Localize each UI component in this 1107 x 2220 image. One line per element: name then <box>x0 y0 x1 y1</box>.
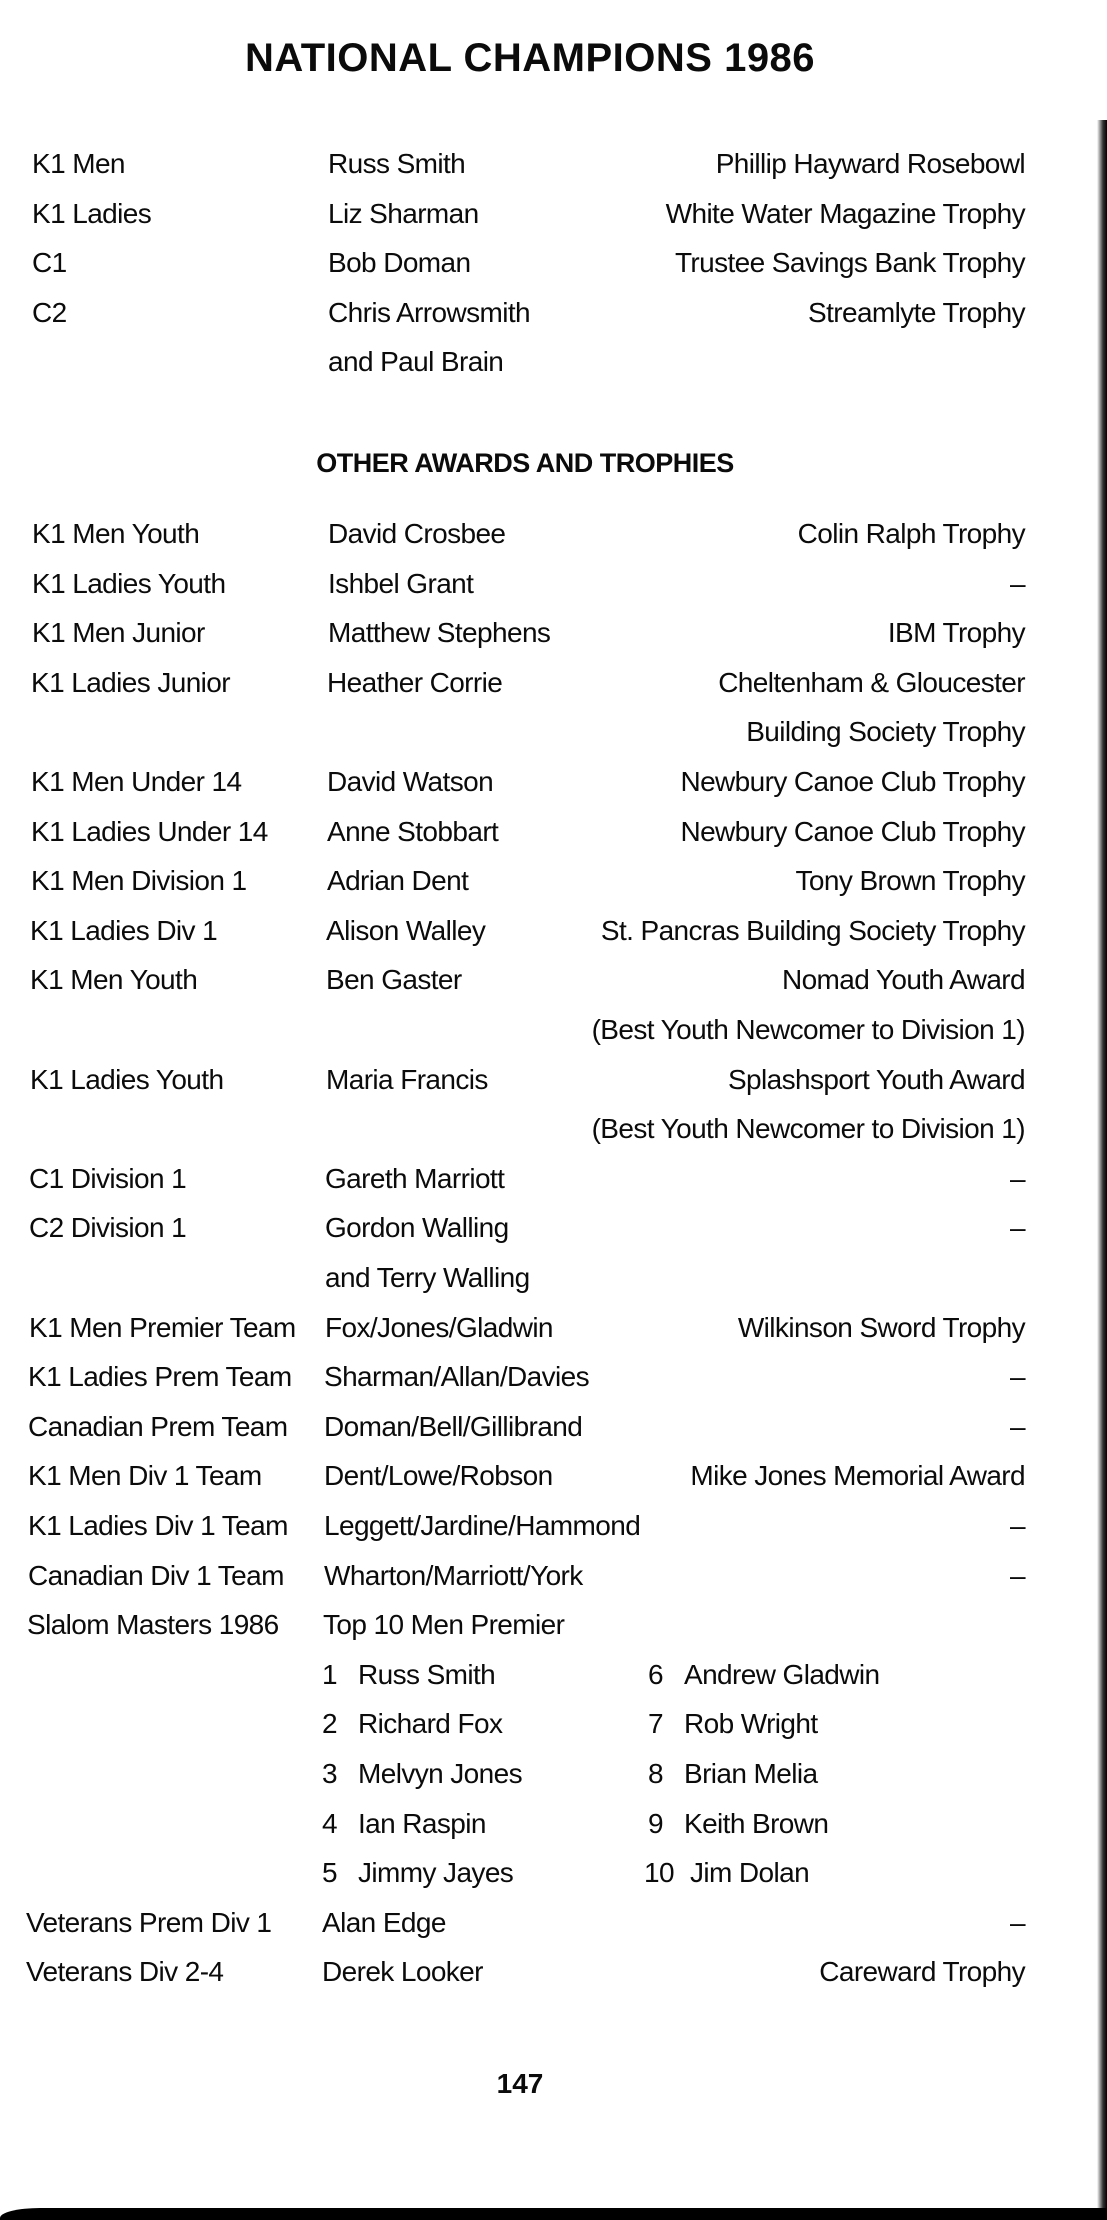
category-cell: K1 Ladies Youth <box>30 1063 224 1095</box>
champion-row <box>0 247 1107 291</box>
category-cell: K1 Men Youth <box>30 964 198 996</box>
rank-name: Ian Raspin <box>358 1807 486 1839</box>
winner-cell: Heather Corrie <box>327 666 503 698</box>
category-cell: Slalom Masters 1986 <box>27 1609 279 1641</box>
award-row <box>0 865 1107 909</box>
rank-name: Melvyn Jones <box>358 1758 522 1789</box>
winner-cell: Maria Francis <box>326 1063 488 1095</box>
top10-entry <box>322 1808 642 1852</box>
winner-cell: Alan Edge <box>322 1906 446 1938</box>
champion-row <box>0 148 1107 192</box>
rank-number: 2 <box>322 1708 337 1740</box>
top10-entry <box>322 1857 642 1901</box>
top10-entry <box>648 1808 968 1852</box>
rank-name: Russ Smith <box>358 1658 496 1690</box>
winner-cell: Gordon Walling <box>325 1212 509 1244</box>
category-cell: C2 <box>32 296 67 328</box>
trophy-cell: Tony Brown Trophy <box>795 865 1025 897</box>
award-row <box>0 1312 1107 1356</box>
award-row <box>0 518 1107 562</box>
category-cell: C2 Division 1 <box>29 1212 187 1244</box>
category-cell: K1 Men Division 1 <box>31 865 247 897</box>
winner-cell: Bob Doman <box>328 247 471 279</box>
rank-name: Richard Fox <box>358 1708 503 1740</box>
award-row <box>0 816 1107 860</box>
winner-cell: Matthew Stephens <box>328 617 551 649</box>
trophy-cell: – <box>1010 1906 1025 1938</box>
award-row <box>0 667 1107 711</box>
award-row <box>0 1014 1107 1058</box>
trophy-cell: – <box>1010 1162 1025 1194</box>
award-row <box>0 1262 1107 1306</box>
rank-name: Keith Brown <box>684 1807 829 1839</box>
award-row <box>0 1411 1107 1455</box>
category-cell: K1 Ladies Div 1 <box>30 914 218 946</box>
winner-cell: Ben Gaster <box>326 964 462 996</box>
top10-entry <box>322 1708 642 1752</box>
category-cell: C1 Division 1 <box>29 1162 187 1194</box>
page-title: NATIONAL CHAMPIONS 1986 <box>244 36 816 80</box>
category-cell: Canadian Div 1 Team <box>28 1559 284 1591</box>
category-cell: C1 <box>32 247 67 279</box>
award-row <box>0 1361 1107 1405</box>
award-row <box>0 1510 1107 1554</box>
trophy-cell: Phillip Hayward Rosebowl <box>715 148 1025 179</box>
trophy-cell: (Best Youth Newcomer to Division 1) <box>591 1014 1025 1045</box>
winner-cell: and Paul Brain <box>328 346 504 378</box>
champion-row <box>0 346 1107 390</box>
winner-cell: Top 10 Men Premier <box>323 1609 565 1641</box>
rank-number: 7 <box>648 1708 663 1740</box>
trophy-cell: Streamlyte Trophy <box>808 296 1025 328</box>
category-cell: K1 Ladies Under 14 <box>31 815 268 847</box>
trophy-cell: Trustee Savings Bank Trophy <box>674 247 1025 279</box>
winner-cell: Fox/Jones/Gladwin <box>325 1311 553 1343</box>
award-row <box>0 1560 1107 1604</box>
rank-name: Brian Melia <box>684 1758 818 1789</box>
award-row <box>0 1212 1107 1256</box>
award-row <box>0 1064 1107 1108</box>
winner-cell: Chris Arrowsmith <box>328 296 530 328</box>
rank-name: Rob Wright <box>684 1708 818 1740</box>
trophy-cell: Wilkinson Sword Trophy <box>737 1311 1025 1343</box>
award-row <box>0 1609 1107 1653</box>
trophy-cell: Cheltenham & Gloucester <box>718 666 1025 698</box>
award-row <box>0 716 1107 760</box>
category-cell: K1 Ladies Div 1 Team <box>28 1510 288 1541</box>
category-cell: K1 Men Premier Team <box>29 1311 296 1343</box>
top10-entry <box>648 1659 968 1703</box>
champion-row <box>0 198 1107 242</box>
other-awards-heading: OTHER AWARDS AND TROPHIES <box>316 448 734 478</box>
category-cell: K1 Men Div 1 Team <box>28 1460 262 1492</box>
trophy-cell: Careward Trophy <box>819 1956 1025 1988</box>
page-edge-shadow <box>1097 120 1107 2220</box>
winner-cell: and Terry Walling <box>325 1262 530 1293</box>
rank-number: 8 <box>648 1758 663 1789</box>
category-cell: Veterans Div 2-4 <box>26 1956 224 1988</box>
trophy-cell: White Water Magazine Trophy <box>665 197 1025 229</box>
rank-number: 4 <box>322 1807 337 1839</box>
trophy-cell: Newbury Canoe Club Trophy <box>680 815 1025 847</box>
category-cell: K1 Men Youth <box>32 518 200 549</box>
rank-name: Andrew Gladwin <box>684 1658 880 1690</box>
award-row <box>0 915 1107 959</box>
winner-cell: Leggett/Jardine/Hammond <box>324 1510 641 1541</box>
trophy-cell: Splashsport Youth Award <box>727 1063 1025 1095</box>
category-cell: K1 Men <box>32 148 125 179</box>
trophy-cell: (Best Youth Newcomer to Division 1) <box>591 1113 1025 1145</box>
trophy-cell: Building Society Trophy <box>746 716 1025 748</box>
trophy-cell: Newbury Canoe Club Trophy <box>680 766 1025 797</box>
top10-entry <box>644 1857 968 1901</box>
winner-cell: Alison Walley <box>326 914 486 946</box>
category-cell: K1 Men Under 14 <box>31 766 242 797</box>
top10-entry <box>648 1708 968 1752</box>
category-cell: K1 Ladies Prem Team <box>28 1361 292 1393</box>
top10-entry <box>648 1758 968 1802</box>
award-row <box>0 617 1107 661</box>
trophy-cell: Nomad Youth Award <box>781 964 1025 996</box>
rank-number: 5 <box>322 1857 337 1889</box>
category-cell: K1 Ladies <box>32 197 152 229</box>
top10-entry <box>322 1758 642 1802</box>
award-row <box>0 568 1107 612</box>
trophy-cell: St. Pancras Building Society Trophy <box>600 914 1025 946</box>
champion-row <box>0 297 1107 341</box>
winner-cell: Russ Smith <box>328 148 466 179</box>
winner-cell: Sharman/Allan/Davies <box>324 1361 590 1393</box>
winner-cell: Dent/Lowe/Robson <box>324 1460 553 1492</box>
trophy-cell: – <box>1010 1410 1025 1442</box>
award-row <box>0 1460 1107 1504</box>
trophy-cell: – <box>1010 1212 1025 1244</box>
category-cell: K1 Men Junior <box>32 617 205 649</box>
trophy-cell: Colin Ralph Trophy <box>797 518 1025 549</box>
trophy-cell: – <box>1010 1559 1025 1591</box>
rank-name: Jim Dolan <box>690 1857 810 1889</box>
winner-cell: Adrian Dent <box>327 865 469 897</box>
award-row <box>0 1113 1107 1157</box>
winner-cell: Derek Looker <box>322 1956 483 1988</box>
page-number: 147 <box>496 2068 544 2099</box>
trophy-cell: IBM Trophy <box>887 617 1025 649</box>
veteran-row <box>0 1907 1107 1951</box>
rank-number: 6 <box>648 1658 663 1690</box>
winner-cell: Liz Sharman <box>328 197 479 229</box>
rank-number: 1 <box>322 1658 337 1690</box>
award-row <box>0 964 1107 1008</box>
winner-cell: David Watson <box>327 766 494 797</box>
category-cell: Canadian Prem Team <box>28 1410 288 1442</box>
winner-cell: Gareth Marriott <box>325 1162 505 1194</box>
page-edge-bottom <box>0 2208 1107 2220</box>
winner-cell: Anne Stobbart <box>327 815 499 847</box>
winner-cell: Wharton/Marriott/York <box>324 1559 583 1591</box>
rank-number: 3 <box>322 1758 337 1789</box>
top10-entry <box>322 1659 642 1703</box>
award-row <box>0 1163 1107 1207</box>
winner-cell: Ishbel Grant <box>328 567 474 599</box>
winner-cell: David Crosbee <box>328 518 506 549</box>
trophy-cell: – <box>1010 1361 1025 1393</box>
trophy-cell: – <box>1010 567 1025 599</box>
rank-number: 10 <box>644 1857 674 1889</box>
rank-name: Jimmy Jayes <box>358 1857 514 1889</box>
winner-cell: Doman/Bell/Gillibrand <box>324 1410 583 1442</box>
category-cell: Veterans Prem Div 1 <box>26 1906 272 1938</box>
category-cell: K1 Ladies Youth <box>32 567 226 599</box>
trophy-cell: Mike Jones Memorial Award <box>690 1460 1025 1492</box>
veteran-row <box>0 1956 1107 2000</box>
trophy-cell: – <box>1010 1510 1025 1541</box>
award-row <box>0 766 1107 810</box>
rank-number: 9 <box>648 1807 663 1839</box>
category-cell: K1 Ladies Junior <box>31 666 230 698</box>
